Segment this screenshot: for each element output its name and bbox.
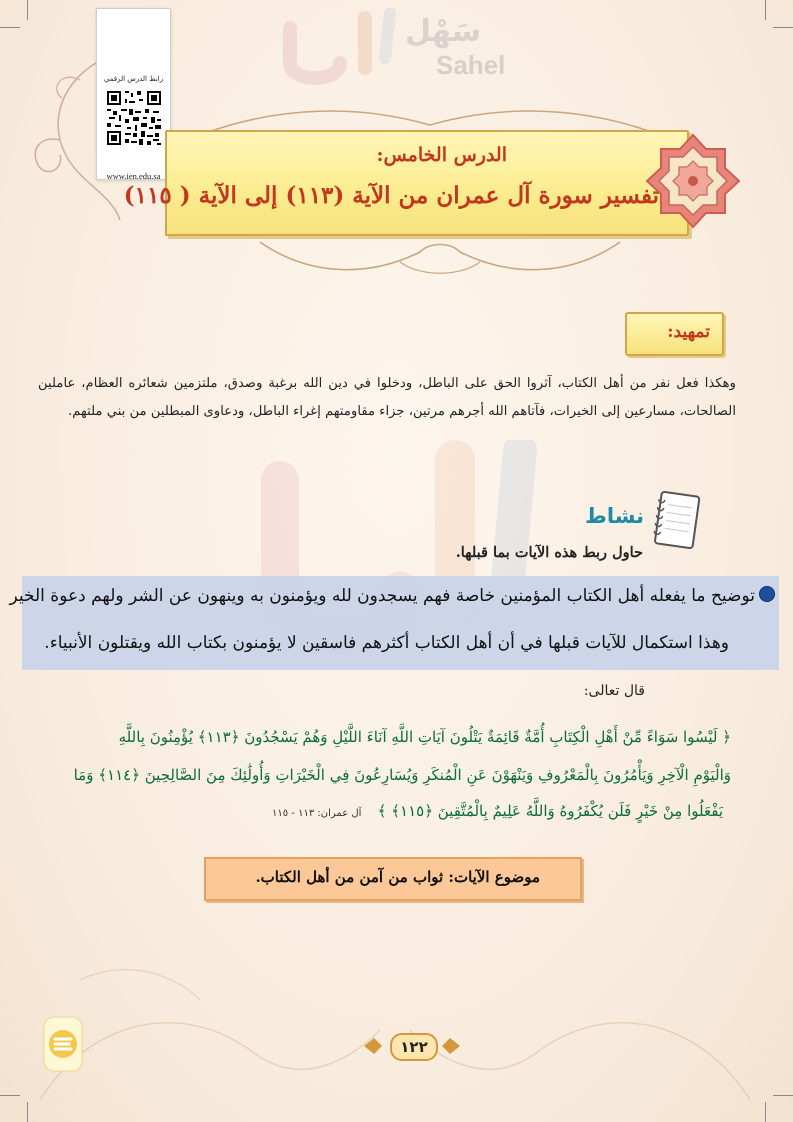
publisher-logo-icon: [42, 1015, 84, 1073]
intro-label: تمهيد:: [667, 322, 710, 342]
bullet-icon: [759, 586, 775, 602]
verse-line: وَالْيَوْمِ الْآخِرِ وَيَأْمُرُونَ بِالْمَعْرُوفِ وَيَنْهَوْنَ عَنِ الْمُنكَرِ وَيُسَارِعُونَ فِي الْخَيْرَاتِ وَأُولَٰئِكَ مِنَ الصَّالِحِينَ ﴿١١٤﴾ وَمَا: [73, 766, 731, 784]
lesson-title: تفسير سورة آل عمران من الآية (١١٣) إلى الآية ( ١١٥): [123, 182, 659, 209]
verse-intro: قال تعالى:: [583, 683, 645, 699]
watermark-brand-ar: سَهْل: [405, 14, 482, 49]
crop-mark: [27, 0, 28, 20]
answer-line[interactable]: توضيح ما يفعله أهل الكتاب المؤمنين خاصة فهم يسجدون لله ويؤمنون به وينهون عن الشر ولهم دعوة الخير: [9, 586, 755, 606]
crop-mark: [0, 27, 20, 28]
qr-code-icon[interactable]: [105, 89, 163, 147]
qr-caption: رابط الدرس الرقمي: [103, 75, 164, 83]
topic-box: [204, 857, 582, 901]
intro-paragraph: وهكذا فعل نفر من أهل الكتاب، آثروا الحق على الباطل، ودخلوا في دين الله برغبة وصدق، ملتزمين شعائره العظام، عاملين الصالحات، مسارعين إلى الخيرات، فآتاهم الله أجرهم مرتين، جزاء مقاومتهم إغراء الباطل، ودعاوى المبطلين من بني ملتهم.: [38, 376, 736, 419]
lesson-label: الدرس الخامس:: [376, 144, 507, 166]
answer-line[interactable]: وهذا استكمال للآيات قبلها في أن أهل الكتاب أكثرهم فاسقين لا يؤمنون بكتاب الله ويقتلون الأنبياء.: [44, 633, 729, 653]
header-swirl-bottom: [250, 232, 630, 282]
page-number-badge: [362, 1030, 462, 1062]
verse-reference: آل عمران: ١١٣ - ١١٥: [272, 808, 362, 819]
activity-prompt: حاول ربط هذه الآيات بما قبلها.: [455, 544, 643, 561]
crop-mark: [773, 27, 793, 28]
verse-line: يَفْعَلُوا مِنْ خَيْرٍ فَلَن يُكْفَرُوهُ وَاللَّهُ عَلِيمٌ بِالْمُتَّقِينَ ﴿١١٥﴾ ﴾: [377, 802, 723, 820]
qr-code-card[interactable]: [96, 8, 171, 180]
qr-url[interactable]: www.ien.edu.sa: [106, 171, 161, 181]
verse-line: ﴿ لَيْسُوا سَوَاءً مِّنْ أَهْلِ الْكِتَابِ أُمَّةٌ قَائِمَةٌ يَتْلُونَ آيَاتِ اللَّهِ آنَاءَ اللَّيْلِ وَهُمْ يَسْجُدُونَ ﴿١١٣﴾ يُؤْمِنُونَ بِاللَّهِ: [118, 728, 731, 746]
background-swirl: [0, 940, 793, 1110]
intro-tag: [625, 312, 724, 356]
topic-label: موضوع الآيات: ثواب من آمن من أهل الكتاب.: [255, 868, 540, 886]
crop-mark: [765, 0, 766, 20]
watermark-brand-en: Sahel: [436, 50, 506, 80]
activity-label: نشاط: [585, 504, 644, 528]
page-number: ١٢٢: [390, 1033, 438, 1061]
notebook-icon: [648, 488, 706, 554]
rosette-icon: [645, 133, 741, 229]
